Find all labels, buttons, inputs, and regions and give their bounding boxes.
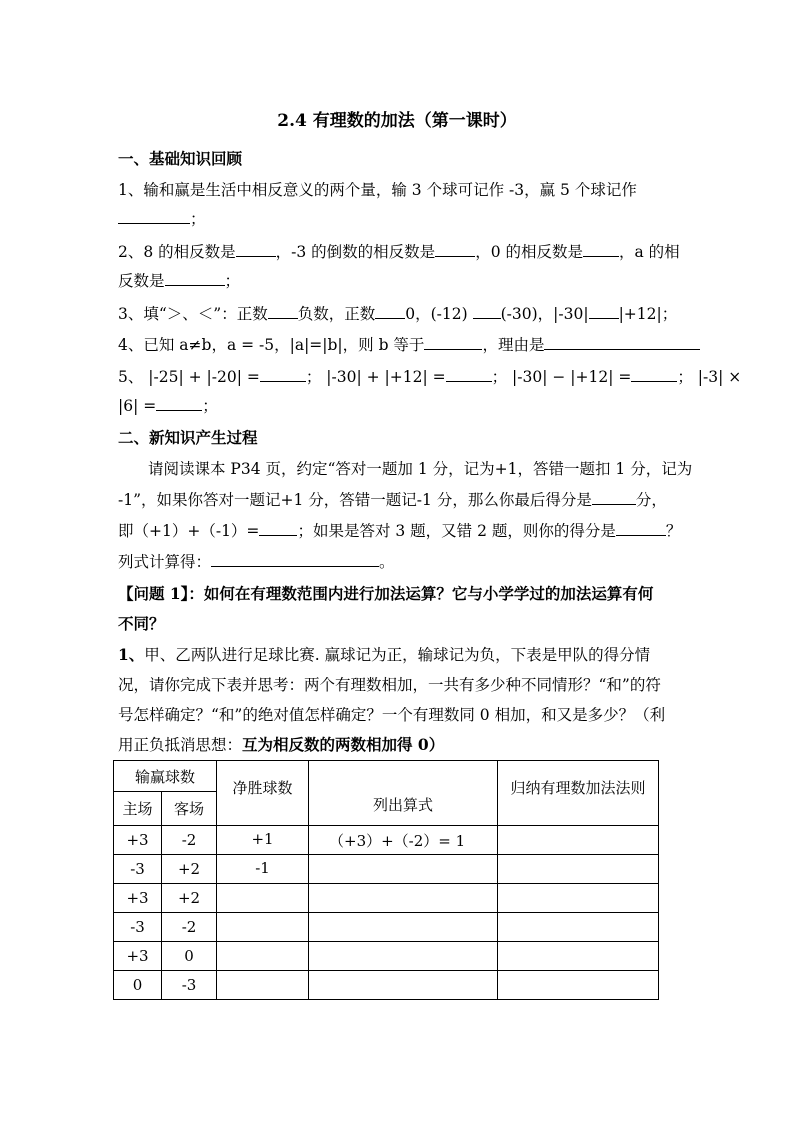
answer-blank[interactable] <box>583 241 619 257</box>
table-row <box>114 855 659 884</box>
problem-1-line-a: 【问题 1】：如何在有理数范围内进行加法运算？它与小学学过的加法运算有何 <box>118 584 654 603</box>
answer-blank[interactable] <box>268 303 298 319</box>
answer-blank[interactable] <box>631 366 677 382</box>
header-rule: 归纳有理数加法法则 <box>498 761 659 826</box>
paragraph-text: 分， <box>635 491 667 509</box>
paragraph-text: ？ <box>665 522 682 540</box>
cell-net[interactable] <box>217 884 309 913</box>
score-table <box>113 760 659 1000</box>
question-2-text: ，-3 的倒数的相反数是 <box>275 243 436 261</box>
header-formula: 列出算式 <box>309 761 498 826</box>
cell-away: -3 <box>162 971 217 1000</box>
cell-net[interactable] <box>217 942 309 971</box>
question-5-line-a <box>118 365 741 387</box>
question-5-text: ； |-30| − |+12| = <box>491 368 632 386</box>
cell-rule[interactable] <box>498 971 659 1000</box>
question-2-text: 反数是 <box>118 272 165 290</box>
answer-blank[interactable] <box>259 520 297 536</box>
item-1-line-d <box>118 733 444 755</box>
header-win-loss: 输赢球数 <box>114 761 217 792</box>
cell-rule[interactable] <box>498 855 659 884</box>
section2-heading: 二、新知识产生过程 <box>118 428 258 447</box>
cell-home: -3 <box>114 855 162 884</box>
table-row <box>114 942 659 971</box>
cell-net[interactable]: +1 <box>217 826 309 855</box>
cell-formula[interactable] <box>309 942 498 971</box>
question-5-text: |6| = <box>118 397 157 415</box>
table-header-row <box>114 761 659 792</box>
header-net-goals: 净胜球数 <box>217 761 309 826</box>
question-4-line <box>118 333 700 355</box>
question-3-text: (-30)，|-30| <box>500 305 589 323</box>
cell-home: +3 <box>114 884 162 913</box>
item-text: 用正负抵消思想： <box>118 736 243 754</box>
cell-net[interactable] <box>217 971 309 1000</box>
answer-blank[interactable] <box>616 520 666 536</box>
header-away: 客场 <box>162 792 217 826</box>
answer-blank[interactable] <box>118 208 190 224</box>
question-2-line-b <box>118 269 240 291</box>
question-3-text: |+12|； <box>618 305 678 323</box>
cell-away: +2 <box>162 855 217 884</box>
question-5-text: ； |-3| × <box>677 368 742 386</box>
answer-blank[interactable] <box>473 303 501 319</box>
reading-paragraph-line-1: 请阅读课本 P34 页，约定“答对一题加 1 分，记为+1，答错一题扣 1 分，记为 <box>148 460 693 478</box>
question-3-text: 3、填“＞、＜”：正数 <box>118 305 268 323</box>
cell-rule[interactable] <box>498 884 659 913</box>
punctuation: ； <box>224 272 241 290</box>
answer-blank[interactable] <box>424 334 482 350</box>
answer-blank[interactable] <box>236 241 276 257</box>
question-4-text: 4、已知 a≠b，a = -5，|a|=|b|，则 b 等于 <box>118 336 425 354</box>
question-1-line-a: 1、输和赢是生活中相反意义的两个量，输 3 个球可记作 -3，赢 5 个球记作 <box>118 181 637 199</box>
question-3-line <box>118 302 677 324</box>
cell-formula[interactable]: （+3）+（-2）= 1 <box>309 826 498 855</box>
reading-paragraph-line-4 <box>118 550 395 572</box>
cell-formula[interactable] <box>309 884 498 913</box>
reading-paragraph-line-3 <box>118 519 681 541</box>
page-title: 2.4 有理数的加法（第一课时） <box>277 111 517 131</box>
question-2-text: ，0 的相反数是 <box>475 243 583 261</box>
question-2-text: ，a 的相 <box>618 243 680 261</box>
answer-blank[interactable] <box>589 303 619 319</box>
item-1-line-c: 号怎样确定？“和”的绝对值怎样确定？一个有理数同 0 相加，和又是多少？（利 <box>118 706 666 724</box>
item-text-bold: 互为相反数的两数相加得 0） <box>242 735 445 754</box>
cell-away: 0 <box>162 942 217 971</box>
section1-heading: 一、基础知识回顾 <box>118 149 243 168</box>
question-5-text: ； |-30| + |+12| = <box>305 368 446 386</box>
answer-blank[interactable] <box>156 395 202 411</box>
cell-home: 0 <box>114 971 162 1000</box>
answer-blank[interactable] <box>165 270 225 286</box>
answer-blank[interactable] <box>592 489 636 505</box>
cell-net[interactable] <box>217 913 309 942</box>
paragraph-text: 列式计算得： <box>118 553 212 571</box>
question-3-text: 负数，正数 <box>297 305 376 323</box>
item-text: 甲、乙两队进行足球比赛. 赢球记为正，输球记为负，下表是甲队的得分情 <box>144 646 651 664</box>
paragraph-text: 即（+1）+（-1）= <box>118 522 260 540</box>
table-row <box>114 971 659 1000</box>
table-row <box>114 826 659 855</box>
question-5-text: 5、 |-25| + |-20| = <box>118 368 260 386</box>
question-2-text: 2、8 的相反数是 <box>118 243 236 261</box>
cell-away: -2 <box>162 913 217 942</box>
table-row <box>114 884 659 913</box>
cell-rule[interactable] <box>498 913 659 942</box>
paragraph-text: 。 <box>379 553 395 571</box>
question-2-line-a <box>118 240 680 262</box>
answer-blank[interactable] <box>435 241 475 257</box>
paragraph-text: ；如果是答对 3 题，又错 2 题，则你的得分是 <box>297 522 616 540</box>
punctuation: ； <box>190 210 206 228</box>
item-1-line-b: 况，请你完成下表并思考：两个有理数相加，一共有多少种不同情形？“和”的符 <box>118 676 661 694</box>
cell-away: +2 <box>162 884 217 913</box>
item-number: 1、 <box>118 645 145 664</box>
answer-blank[interactable] <box>375 303 405 319</box>
cell-home: -3 <box>114 913 162 942</box>
header-home: 主场 <box>114 792 162 826</box>
cell-rule[interactable] <box>498 826 659 855</box>
answer-blank[interactable] <box>211 551 379 567</box>
paragraph-text: -1”，如果你答对一题记+1 分，答错一题记-1 分，那么你最后得分是 <box>118 491 592 509</box>
cell-away: -2 <box>162 826 217 855</box>
cell-formula[interactable] <box>309 971 498 1000</box>
question-4-text: ，理由是 <box>482 336 545 354</box>
item-1-line-a <box>118 643 650 665</box>
cell-formula[interactable] <box>309 913 498 942</box>
answer-blank[interactable] <box>446 366 492 382</box>
cell-formula[interactable] <box>309 855 498 884</box>
table-row <box>114 913 659 942</box>
cell-rule[interactable] <box>498 942 659 971</box>
question-3-text: 0，(-12) <box>405 305 468 323</box>
cell-home: +3 <box>114 826 162 855</box>
problem-1-line-b: 不同？ <box>118 614 165 633</box>
question-1-line-b <box>118 207 206 229</box>
answer-blank[interactable] <box>544 334 700 350</box>
punctuation: ； <box>202 397 218 415</box>
answer-blank[interactable] <box>260 366 306 382</box>
cell-net[interactable]: -1 <box>217 855 309 884</box>
cell-home: +3 <box>114 942 162 971</box>
reading-paragraph-line-2 <box>118 488 667 510</box>
question-5-line-b <box>118 394 218 416</box>
